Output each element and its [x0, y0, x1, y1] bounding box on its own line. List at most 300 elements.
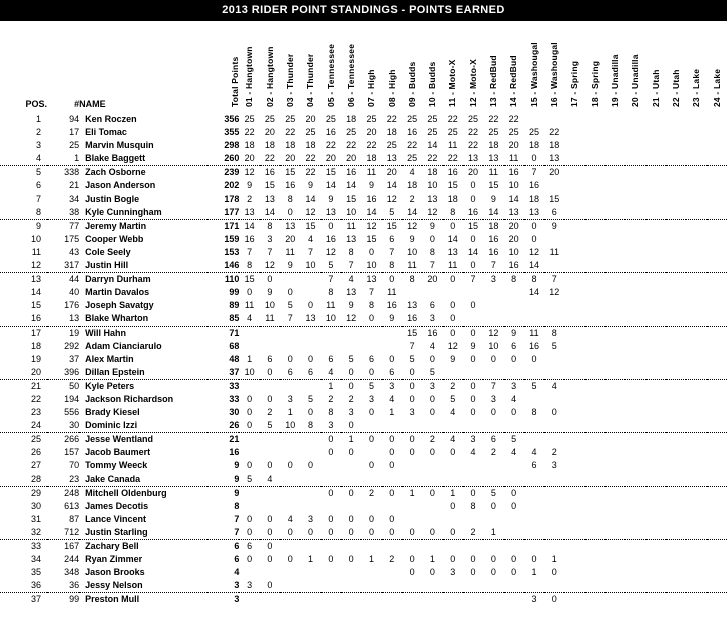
cell-round-22 [666, 459, 686, 472]
cell-round-11: 2 [450, 380, 456, 391]
cell-round-12: 0 [470, 327, 476, 338]
cell-pos: 24 [0, 419, 47, 433]
round-label: 07 - High [366, 69, 377, 107]
cell-round-21 [646, 113, 666, 126]
cell-round-6: 0 [348, 380, 354, 391]
cell-num: 44 [69, 274, 80, 285]
cell-pos: 22 [31, 393, 42, 404]
cell-round-2: 0 [267, 460, 273, 471]
cell-name: Blake Wharton [79, 312, 207, 326]
cell-num: 712 [47, 526, 79, 540]
cell-round-2: 0 [260, 579, 280, 593]
column-header-round-23 [686, 21, 706, 109]
cell-num: 43 [69, 246, 80, 257]
cell-round-19 [605, 326, 625, 340]
cell-round-7 [361, 473, 381, 487]
cell-round-13: 3 [490, 393, 496, 404]
cell-round-24 [707, 513, 727, 526]
cell-round-6: 0 [341, 526, 361, 540]
cell-round-21 [646, 286, 666, 299]
cell-round-22 [666, 206, 686, 220]
cell-round-19 [605, 206, 625, 220]
cell-round-9: 0 [409, 447, 415, 458]
cell-num: 36 [47, 579, 79, 593]
cell-round-5 [321, 566, 341, 579]
cell-round-22 [666, 299, 686, 312]
cell-round-17 [564, 500, 584, 513]
cell-round-13 [483, 579, 503, 593]
cell-round-8: 16 [386, 300, 397, 311]
column-header-round-11 [443, 21, 463, 109]
cell-round-8: 7 [389, 246, 395, 257]
cell-round-13 [483, 312, 503, 326]
cell-round-1: 0 [247, 460, 253, 471]
cell-round-9: 25 [402, 152, 422, 166]
table-row [0, 486, 727, 500]
cell-round-20 [625, 353, 645, 366]
cell-round-7 [361, 566, 381, 579]
table-row [0, 152, 727, 166]
cell-round-5: 15 [325, 167, 336, 178]
cell-round-21 [646, 273, 666, 287]
cell-round-21 [646, 246, 666, 259]
cell-round-23 [686, 406, 706, 419]
cell-round-3 [280, 340, 300, 353]
cell-round-2: 9 [267, 287, 273, 298]
cell-round-23 [686, 353, 706, 366]
cell-round-8: 18 [386, 127, 397, 138]
cell-round-2: 4 [260, 473, 280, 487]
cell-pos: 34 [31, 554, 42, 565]
cell-round-20 [625, 366, 645, 380]
cell-round-10: 0 [422, 526, 442, 540]
cell-round-5: 9 [328, 193, 334, 204]
cell-round-3: 10 [280, 419, 300, 433]
cell-round-13: 18 [488, 220, 499, 231]
cell-round-24 [707, 152, 727, 166]
cell-round-6 [341, 326, 361, 340]
cell-round-20 [625, 406, 645, 419]
cell-round-18 [585, 446, 605, 459]
cell-round-7: 0 [368, 460, 374, 471]
round-label: 23 - Lake [691, 68, 702, 107]
cell-round-14 [504, 513, 524, 526]
cell-pos: 31 [31, 513, 42, 524]
cell-round-12: 22 [468, 127, 479, 138]
cell-round-15 [524, 393, 544, 406]
cell-round-16 [544, 312, 564, 326]
cell-total: 298 [224, 140, 240, 151]
cell-round-14: 11 [504, 152, 524, 166]
cell-round-9 [402, 579, 422, 593]
cell-round-8: 0 [389, 460, 395, 471]
cell-round-13: 0 [490, 353, 496, 364]
cell-round-3 [280, 446, 300, 459]
cell-num: 77 [69, 220, 80, 231]
cell-round-21 [646, 446, 666, 459]
cell-round-15 [524, 312, 544, 326]
cell-round-1: 25 [244, 114, 255, 124]
cell-round-18 [585, 326, 605, 340]
cell-round-14: 10 [508, 246, 519, 257]
cell-round-15: 16 [528, 340, 539, 351]
round-label: 08 - High [386, 69, 397, 107]
cell-round-17 [564, 233, 584, 246]
cell-round-18 [585, 312, 605, 326]
cell-round-24 [707, 246, 727, 259]
cell-round-22 [666, 566, 686, 579]
cell-round-12: 8 [470, 500, 476, 511]
column-header-number: # [74, 99, 80, 109]
cell-round-4: 1 [308, 554, 314, 565]
cell-round-2 [260, 566, 280, 579]
cell-round-11: 0 [450, 447, 456, 458]
cell-num: 30 [47, 419, 79, 433]
cell-round-1 [239, 566, 259, 579]
cell-round-6: 10 [341, 206, 361, 220]
cell-round-22 [666, 379, 686, 393]
cell-round-24 [707, 486, 727, 500]
cell-round-12: 4 [470, 447, 476, 458]
cell-round-21 [646, 540, 666, 554]
cell-round-3 [280, 579, 300, 593]
cell-total: 355 [224, 127, 240, 138]
cell-round-3: 8 [287, 193, 293, 204]
cell-round-10: 0 [429, 447, 435, 458]
cell-round-16 [544, 473, 564, 487]
cell-round-12 [463, 419, 483, 433]
cell-round-14: 20 [508, 220, 519, 231]
cell-round-7 [361, 593, 381, 607]
cell-total: 89 [229, 300, 240, 311]
cell-round-3: 9 [280, 259, 300, 273]
cell-round-14: 3 [511, 380, 517, 391]
cell-round-16 [544, 540, 564, 554]
cell-pos: 2 [36, 127, 42, 138]
cell-pos: 35 [31, 567, 42, 578]
round-label: 14 - RedBud [508, 55, 519, 107]
cell-num: 23 [47, 473, 79, 487]
cell-num: 50 [69, 380, 80, 391]
column-header-round-22 [666, 21, 686, 109]
table-row [0, 113, 727, 126]
cell-round-3 [280, 379, 300, 393]
cell-round-3: 0 [287, 460, 293, 471]
cell-round-8 [382, 419, 402, 433]
cell-round-16 [544, 393, 564, 406]
cell-round-17 [564, 273, 584, 287]
cell-round-3 [280, 500, 300, 513]
cell-round-24 [707, 446, 727, 459]
cell-round-16 [544, 513, 564, 526]
cell-round-1: 0 [239, 419, 259, 433]
cell-round-9: 18 [407, 180, 418, 191]
cell-round-16 [544, 366, 564, 380]
cell-round-18 [585, 540, 605, 554]
cell-round-22 [666, 593, 686, 607]
cell-round-4 [300, 273, 320, 287]
cell-round-1 [239, 593, 259, 607]
cell-round-20 [625, 393, 645, 406]
cell-round-5: 8 [328, 407, 334, 418]
cell-round-16 [544, 433, 564, 447]
cell-round-15: 8 [531, 407, 537, 418]
cell-round-7: 0 [361, 366, 381, 380]
cell-round-21 [646, 312, 666, 326]
cell-round-2: 25 [264, 114, 275, 124]
cell-round-8: 0 [389, 513, 395, 524]
table-row [0, 393, 727, 406]
cell-round-4: 15 [305, 220, 316, 231]
cell-round-1 [239, 486, 259, 500]
cell-round-17 [564, 433, 584, 447]
cell-round-14 [504, 593, 524, 607]
cell-round-5: 20 [321, 152, 341, 166]
cell-round-17 [564, 246, 584, 259]
cell-round-19 [605, 419, 625, 433]
cell-round-18 [585, 246, 605, 259]
cell-round-6 [341, 566, 361, 579]
cell-round-17 [564, 286, 584, 299]
cell-round-3: 0 [287, 353, 293, 364]
cell-round-24 [707, 139, 727, 152]
cell-num: 338 [64, 167, 80, 178]
cell-round-10: 0 [429, 407, 435, 418]
cell-round-20 [625, 593, 645, 607]
cell-num: 40 [69, 287, 80, 298]
cell-round-17 [564, 593, 584, 607]
cell-round-24 [707, 353, 727, 366]
cell-round-10: 0 [429, 393, 435, 404]
cell-round-12: 0 [470, 487, 476, 498]
cell-round-10: 6 [429, 300, 435, 311]
table-row [0, 166, 727, 180]
cell-total: 110 [224, 274, 240, 285]
cell-round-3 [280, 566, 300, 579]
cell-round-18 [585, 126, 605, 139]
cell-round-18 [585, 113, 605, 126]
cell-total: 177 [207, 206, 239, 220]
cell-round-7: 0 [361, 312, 381, 326]
cell-name: Kyle Peters [85, 380, 135, 391]
round-label: 24 - Lake [711, 68, 722, 107]
cell-round-23 [686, 566, 706, 579]
cell-round-18 [585, 219, 605, 233]
round-label: 05 - Tennessee [325, 43, 336, 107]
cell-round-6: 0 [348, 554, 354, 565]
cell-total: 239 [224, 167, 240, 178]
cell-round-2: 0 [267, 541, 273, 551]
column-header-round-15 [524, 21, 544, 109]
cell-round-4: 13 [300, 312, 320, 326]
cell-round-4: 7 [308, 246, 314, 257]
cell-round-22 [666, 393, 686, 406]
cell-round-12: 14 [468, 246, 479, 257]
cell-round-22 [666, 193, 686, 206]
column-header-round-20 [625, 21, 645, 109]
column-header-pos: POS. [25, 99, 48, 109]
cell-round-10: 4 [429, 340, 435, 351]
cell-round-14: 10 [508, 180, 519, 191]
cell-num: 99 [69, 594, 80, 605]
table-row [0, 553, 727, 566]
cell-round-8 [382, 579, 402, 593]
cell-round-16: 0 [551, 567, 557, 578]
cell-round-10: 9 [429, 220, 435, 231]
cell-num: 34 [69, 193, 80, 204]
cell-name: Brady Kiesel [85, 407, 140, 418]
cell-round-11: 0 [450, 327, 456, 338]
cell-round-12 [463, 366, 483, 380]
cell-round-12 [463, 312, 483, 326]
cell-round-21 [646, 379, 666, 393]
cell-round-5: 8 [328, 287, 334, 298]
cell-round-15: 7 [531, 167, 537, 178]
standings-sheet [0, 21, 727, 621]
cell-round-14: 8 [511, 274, 517, 285]
cell-round-9: 0 [402, 526, 422, 540]
cell-round-6 [341, 593, 361, 607]
cell-round-4: 22 [305, 167, 316, 178]
cell-round-16: 7 [551, 274, 557, 285]
cell-round-7: 3 [368, 393, 374, 404]
cell-round-15: 0 [531, 353, 537, 364]
cell-name: Dillan Epstein [79, 366, 207, 380]
cell-round-7: 16 [366, 193, 377, 204]
cell-round-21 [646, 473, 666, 487]
cell-round-15 [524, 299, 544, 312]
cell-round-21 [646, 206, 666, 220]
cell-round-11: 0 [450, 220, 456, 231]
cell-round-15: 6 [531, 460, 537, 471]
cell-round-17 [564, 113, 584, 126]
round-label: 18 - Spring [589, 60, 600, 107]
cell-round-7: 2 [368, 487, 374, 498]
cell-round-9: 0 [409, 380, 415, 391]
cell-pos: 14 [31, 287, 42, 298]
cell-round-12 [463, 473, 483, 487]
cell-round-17 [564, 312, 584, 326]
column-header-round-9 [402, 21, 422, 109]
cell-round-7 [361, 500, 381, 513]
cell-round-10 [422, 473, 442, 487]
cell-round-19 [605, 540, 625, 554]
cell-round-21 [646, 166, 666, 180]
cell-round-10: 8 [429, 246, 435, 257]
cell-round-4 [300, 446, 320, 459]
table-row [0, 233, 727, 246]
cell-round-23 [686, 259, 706, 273]
cell-pos: 23 [31, 407, 42, 418]
cell-round-13: 12 [488, 327, 499, 338]
cell-name: Jake Canada [79, 473, 207, 487]
cell-round-19 [605, 273, 625, 287]
cell-round-7 [361, 340, 381, 353]
cell-round-11: 0 [450, 274, 456, 285]
cell-round-10: 0 [429, 567, 435, 578]
cell-round-13: 0 [490, 500, 496, 511]
cell-round-15: 0 [531, 233, 537, 244]
cell-round-22 [666, 433, 686, 447]
cell-round-12: 9 [470, 340, 476, 351]
cell-round-17 [564, 379, 584, 393]
cell-round-2 [260, 326, 280, 340]
cell-name: Eli Tomac [85, 127, 127, 138]
cell-round-7 [361, 326, 381, 340]
cell-round-19 [605, 406, 625, 419]
cell-round-5: 4 [321, 366, 341, 380]
cell-round-20 [625, 486, 645, 500]
cell-round-12: 0 [470, 554, 476, 565]
cell-round-17 [564, 513, 584, 526]
cell-round-1 [239, 500, 259, 513]
cell-round-12 [463, 286, 483, 299]
cell-round-24 [707, 579, 727, 593]
cell-round-1: 0 [247, 393, 253, 404]
table-row [0, 126, 727, 139]
cell-round-20 [625, 459, 645, 472]
cell-round-7: 20 [366, 127, 377, 138]
cell-round-19 [605, 459, 625, 472]
cell-round-13 [483, 593, 503, 607]
cell-round-2: 0 [267, 393, 273, 404]
table-body [0, 113, 727, 606]
cell-round-16: 6 [544, 206, 564, 220]
cell-round-9 [402, 459, 422, 472]
cell-round-22 [666, 139, 686, 152]
cell-round-23 [686, 152, 706, 166]
cell-total: 3 [207, 579, 239, 593]
cell-round-21 [646, 299, 666, 312]
cell-round-2: 11 [260, 312, 280, 326]
cell-num: 17 [69, 127, 80, 138]
cell-round-19 [605, 312, 625, 326]
cell-round-16 [544, 486, 564, 500]
column-header-name: NAME [79, 99, 106, 109]
cell-num: 292 [64, 340, 80, 351]
cell-round-14: 4 [511, 393, 517, 404]
cell-round-20 [625, 286, 645, 299]
cell-round-4 [300, 340, 320, 353]
cell-round-11: 4 [450, 407, 456, 418]
cell-round-19 [605, 179, 625, 192]
cell-round-23 [686, 419, 706, 433]
cell-round-14: 20 [508, 140, 519, 151]
cell-round-12: 0 [470, 193, 476, 204]
cell-round-16: 5 [551, 340, 557, 351]
round-label: 09 - Budds [406, 61, 417, 107]
cell-round-24 [707, 312, 727, 326]
cell-round-9 [402, 593, 422, 607]
table-row [0, 433, 727, 447]
cell-round-3: 20 [280, 152, 300, 166]
cell-round-13: 18 [488, 140, 499, 151]
cell-round-19 [605, 446, 625, 459]
cell-round-5: 14 [325, 180, 336, 191]
cell-num: 13 [47, 312, 79, 326]
cell-round-5: 1 [328, 380, 334, 391]
cell-round-6: 0 [341, 366, 361, 380]
cell-round-11: 11 [443, 259, 463, 273]
round-label: 15 - Washougal [528, 42, 539, 107]
cell-name: Darryn Durham [85, 274, 151, 285]
cell-round-6: 20 [341, 152, 361, 166]
cell-round-22 [666, 500, 686, 513]
cell-round-8: 13 [382, 152, 402, 166]
cell-name: Preston Mull [85, 594, 140, 605]
cell-round-9: 16 [407, 127, 418, 138]
cell-round-5 [321, 540, 341, 554]
